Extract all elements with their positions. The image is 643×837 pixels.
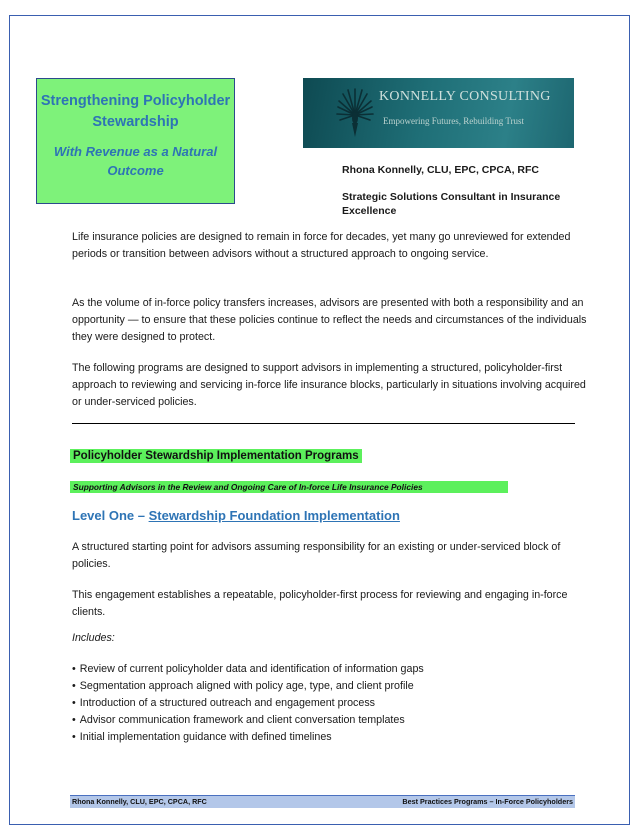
list-item: • Initial implementation guidance with defined timelines (72, 729, 424, 746)
intro-paragraph-1: Life insurance policies are designed to remain in force for decades, yet many go unreviewed for extended periods or transition between advisors without a structured approach to ongoing service. (72, 231, 571, 260)
company-tagline: Empowering Futures, Rebuilding Trust (383, 116, 525, 126)
intro-paragraph-3: The following programs are designed to support advisors in implementing a structured, policyholder-first approach to reviewing and servicing in-force life insurance blocks, particularly in situations involving acquired or under-serviced policies. (72, 362, 586, 408)
list-item: • Segmentation approach aligned with policy age, type, and client profile (72, 678, 424, 695)
list-item: • Advisor communication framework and client conversation templates (72, 712, 424, 729)
page-footer (70, 795, 575, 808)
level-one-prefix: Level One – (72, 508, 149, 523)
document-subtitle: With Revenue as a Natural Outcome (53, 144, 218, 178)
company-banner (303, 78, 574, 148)
author-name: Rhona Konnelly, CLU, EPC, CPCA, RFC (342, 164, 539, 176)
includes-label: Includes: (72, 632, 115, 644)
author-role: Strategic Solutions Consultant in Insurance Excellence (342, 191, 561, 217)
wing-emblem-icon (335, 87, 375, 139)
document-title: Strengthening Policyholder Stewardship (40, 93, 231, 130)
company-name: KONNELLY CONSULTING (379, 89, 551, 104)
footer-author: Rhona Konnelly, CLU, EPC, CPCA, RFC (72, 797, 207, 806)
level-one-paragraph-1: A structured starting point for advisors assuming responsibility for an existing or under-serviced block of policies. (72, 541, 561, 570)
intro-paragraph-2: As the volume of in-force policy transfers increases, advisors are presented with both a responsibility and an opportunity — to ensure that these policies continue to reflect the needs and circumstances of the individuals they were designed to protect. (72, 297, 587, 343)
programs-subheading: Supporting Advisors in the Review and Ongoing Care of In-force Life Insurance Policies (70, 481, 508, 493)
programs-heading: Policyholder Stewardship Implementation Programs (70, 449, 362, 463)
level-one-link[interactable]: Stewardship Foundation Implementation (148, 508, 400, 523)
level-one-heading (72, 508, 400, 523)
includes-list (72, 661, 424, 746)
list-item: • Introduction of a structured outreach and engagement process (72, 695, 424, 712)
section-divider (72, 423, 575, 424)
title-box (36, 78, 235, 204)
footer-program: Best Practices Programs – In-Force Policyholders (402, 797, 573, 806)
level-one-paragraph-2: This engagement establishes a repeatable, policyholder-first process for reviewing and engaging in-force clients. (72, 589, 568, 618)
list-item: • Review of current policyholder data and identification of information gaps (72, 661, 424, 678)
